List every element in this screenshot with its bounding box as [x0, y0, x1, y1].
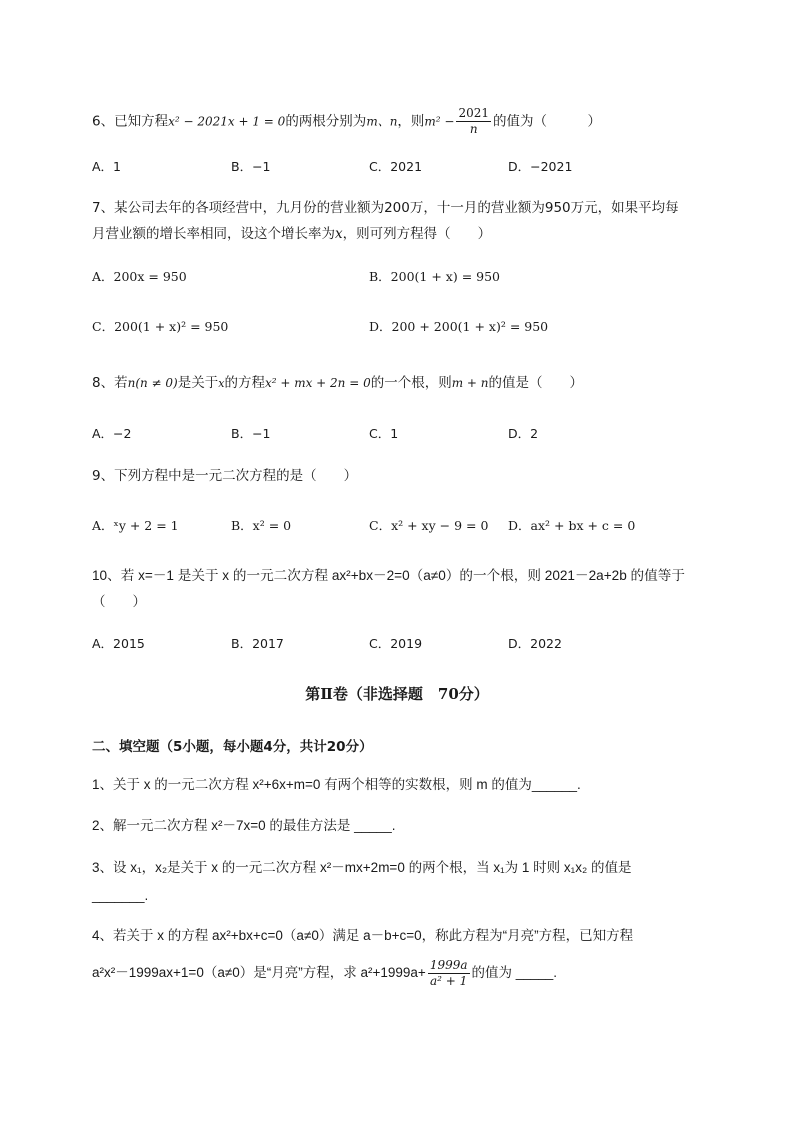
question-9: 9、下列方程中是一元二次方程的是（ ）	[92, 468, 358, 484]
fill-question-4-line-2	[92, 958, 557, 989]
fill-q4-fraction-numerator: 1999a	[429, 958, 468, 972]
fill-q4-fraction	[428, 958, 470, 989]
q6-fraction	[456, 106, 491, 137]
q6-option-a[interactable]: A．1	[92, 159, 122, 174]
q8-option-a[interactable]: A．−2	[92, 426, 132, 441]
q9-option-c[interactable]: C．x² + xy − 9 = 0	[369, 518, 489, 533]
q8-number: 8、若	[92, 375, 128, 391]
q7-option-c[interactable]: C．200(1 + x)² = 950	[92, 319, 229, 334]
q8-condition: n(n ≠ 0)	[127, 376, 178, 390]
fill-question-4-line-1: 4、若关于 x 的方程 ax²+bx+c=0（a≠0）满足 a－b+c=0，称此方程为“月亮”方程，已知方程	[92, 928, 634, 943]
q6-option-d[interactable]: D．−2021	[508, 159, 573, 174]
q6-equation: x² − 2021x + 1 = 0	[168, 114, 286, 129]
question-10-line-2: （ ）	[92, 594, 146, 610]
question-7-line-1: 7、某公司去年的各项经营中，九月份的营业额为200万，十一月的营业额为950万元，如果平均每	[92, 200, 679, 216]
q8-text-4: 的值是（ ）	[488, 375, 584, 391]
q6-text-3: ，则	[397, 113, 425, 130]
fill-question-2: 2、解一元二次方程 x²－7x=0 的最佳方法是 _____.	[92, 818, 396, 833]
fill-question-1: 1、关于 x 的一元二次方程 x²+6x+m=0 有两个相等的实数根，则 m 的值为______.	[92, 777, 581, 792]
q6-text-2: 的两根分别为	[285, 113, 367, 130]
q10-option-d[interactable]: D．2022	[508, 636, 562, 651]
q9-option-b[interactable]: B．x² = 0	[231, 518, 292, 533]
section-title: 第Ⅱ卷（非选择题 70分）	[305, 685, 489, 703]
fill-q4-fraction-denominator: a² + 1	[430, 974, 468, 988]
q7-option-b[interactable]: B．200(1 + x) = 950	[369, 269, 500, 284]
fill-question-3-line-1: 3、设 x₁，x₂是关于 x 的一元二次方程 x²－mx+2m=0 的两个根，当 x₁为 1 时则 x₁x₂ 的值是	[92, 860, 632, 875]
q10-option-c[interactable]: C．2019	[369, 636, 423, 651]
q8-option-b[interactable]: B．−1	[231, 426, 271, 441]
q8-text-1: 是关于	[177, 375, 219, 391]
q7-option-d[interactable]: D．200 + 200(1 + x)² = 950	[369, 319, 549, 334]
q6-text-4: 的值为（ ）	[493, 113, 602, 130]
fill-in-section-heading: 二、填空题（5小题，每小题4分，共计20分）	[92, 739, 373, 755]
q6-fraction-numerator: 2021	[458, 106, 490, 120]
q8-option-d[interactable]: D．2	[508, 426, 539, 441]
q8-option-c[interactable]: C．1	[369, 426, 399, 441]
q6-option-c[interactable]: C．2021	[369, 159, 423, 174]
q6-expression: m² −	[424, 114, 455, 129]
q8-equation: x² + mx + 2n = 0	[264, 376, 371, 390]
fill-q4-text-post: 的值为 _____.	[471, 965, 558, 981]
q6-fraction-denominator: n	[469, 122, 478, 136]
q8-text-3: 的一个根，则	[370, 375, 452, 391]
q9-option-d[interactable]: D．ax² + bx + c = 0	[508, 518, 636, 533]
q6-text-1: 已知方程	[114, 113, 169, 130]
q8-expression: m + n	[451, 376, 489, 390]
fill-question-3-line-2: _______.	[92, 888, 149, 903]
question-10-line-1: 10、若 x=－1 是关于 x 的一元二次方程 ax²+bx－2=0（a≠0）的一个根，则 2021－2a+2b 的值等于	[92, 568, 685, 583]
question-7-line-2	[92, 224, 491, 244]
q9-option-a[interactable]: A．ˣy + 2 = 1	[92, 518, 179, 533]
q7-text-a: 月营业额的增长率相同，设这个增长率为	[92, 226, 335, 242]
question-8	[92, 373, 583, 394]
q7-text-b: ，则可列方程得（ ）	[342, 226, 492, 242]
q10-option-b[interactable]: B．2017	[231, 636, 284, 651]
q6-number: 6、	[92, 113, 115, 130]
q6-option-b[interactable]: B．−1	[231, 159, 271, 174]
fill-q4-text-pre: a²x²－1999ax+1=0（a≠0）是“月亮”方程，求 a²+1999a+	[92, 965, 426, 981]
q10-option-a[interactable]: A．2015	[92, 636, 145, 651]
q6-vars: m、n	[366, 114, 398, 129]
q7-var: x	[335, 226, 343, 242]
q7-option-a[interactable]: A．200x = 950	[92, 269, 187, 284]
question-6	[92, 106, 601, 137]
q8-var: x	[218, 377, 225, 390]
q8-text-2: 的方程	[224, 375, 265, 391]
